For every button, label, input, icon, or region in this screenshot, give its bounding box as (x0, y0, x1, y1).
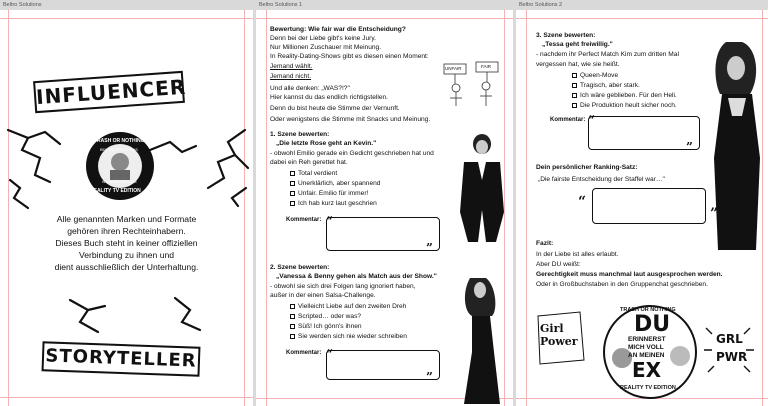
intro-line: Denn du bist heute die Stimme der Vernunft. (270, 105, 400, 112)
ranking-heading: Dein persönlicher Ranking-Satz: (536, 164, 638, 171)
open-quote-icon: “ (326, 214, 333, 228)
fazit-heading: Fazit: (536, 240, 554, 247)
du-badge-sub: MICH VOLL (628, 344, 664, 351)
du-badge-bottom: REALITY TV EDITION (620, 385, 676, 391)
checkbox[interactable] (290, 181, 295, 186)
guide-line (526, 10, 527, 406)
scene3-desc: - nachdem ihr Perfect Match Kim zum dritten Mal (536, 51, 679, 58)
scene1-quote: „Die letzte Rose geht an Kevin." (276, 140, 377, 147)
scene3-desc: vergessen hat, wie sie heißt. (536, 61, 620, 68)
close-quote-icon: ” (686, 140, 693, 154)
scene3-option[interactable]: Queen-Move (572, 72, 618, 81)
scene1-desc: dabei ein Reh gerettet hat. (270, 159, 348, 166)
open-quote-icon: “ (578, 194, 587, 210)
scene1-desc: - obwohl Emilio gerade ein Gedicht geschrieben hat und (270, 150, 434, 157)
man-in-suit-illustration (452, 132, 510, 244)
ranking-answer-box[interactable] (592, 188, 706, 224)
scene2-option[interactable]: Sie werden sich nie wieder schreiben (290, 333, 407, 342)
checkbox[interactable] (572, 93, 577, 98)
open-quote-icon: “ (326, 347, 333, 361)
fazit-bold-line: Gerechtigkeit muss manchmal laut ausgesprochen werden. (536, 271, 723, 278)
disclaimer-line: Alle genannten Marken und Formate (56, 214, 197, 224)
intro-heading: Bewertung: Wie fair war die Entscheidung? (270, 26, 406, 33)
scene2-heading: 2. Szene bewerten: (270, 264, 330, 271)
pwr-text: PWR (716, 350, 748, 364)
intro-line: Nur Millionen Zuschauer mit Meinung. (270, 44, 382, 51)
du-badge-top: TRASH OR NOTHING (620, 307, 676, 313)
du-badge-ex: EX (632, 358, 662, 382)
scene3-comment-box[interactable] (588, 113, 700, 150)
disclaimer-line: Dieses Buch steht in keiner offiziellen (55, 238, 198, 248)
du-badge-sub: AN MEINEN (628, 352, 665, 359)
scene2-desc: außer in der einen Salsa-Challenge. (270, 292, 376, 299)
sign-fair: FAIR (481, 64, 492, 69)
badge-url-text: WWW.BELTRO.COM (102, 180, 137, 184)
guide-line (256, 18, 513, 19)
scene2-comment-box[interactable] (326, 347, 440, 380)
checkbox[interactable] (572, 103, 577, 108)
checkbox[interactable] (290, 191, 295, 196)
intro-line: Oder wenigstens die Stimme mit Snacks und Meinung. (270, 116, 431, 123)
badge-bottom-text: REALITY TV EDITION (90, 188, 141, 194)
checkbox[interactable] (572, 83, 577, 88)
scene2-quote: „Vanessa & Benny gehen als Match aus der Show." (276, 273, 437, 280)
close-quote-icon: ” (426, 370, 433, 384)
intro-line: Jemand nicht. (270, 73, 312, 80)
disclaimer-line: dient ausschließlich der Unterhaltung. (54, 262, 199, 272)
cover-title-top: INFLUENCER (33, 71, 185, 113)
artboard-label-page2[interactable]: Beltro Solutions 2 (519, 2, 563, 8)
scene1-option[interactable]: Unerklärlich, aber spannend (290, 180, 380, 189)
scene3-option[interactable]: Tragisch, aber stark. (572, 82, 640, 91)
artboard-label-page1[interactable]: Beltro Solutions 1 (259, 2, 303, 8)
scene1-option[interactable]: Unfair. Emilio für immer! (290, 190, 368, 199)
scene1-option[interactable]: Total verdient (290, 170, 337, 179)
scene2-option[interactable]: Vielleicht Liebe auf den zweiten Dreh (290, 303, 406, 312)
ranking-quote: „Die fairste Entscheidung der Staffel war…" (538, 176, 665, 183)
scene3-option[interactable]: Ich wäre geblieben. Für den Heli. (572, 92, 677, 101)
artboard-label-cover[interactable]: Beltro Solutions (3, 2, 42, 8)
sign-unfair: UNFAIR (445, 66, 462, 71)
artboard-page2[interactable] (516, 10, 768, 406)
intro-line: Jemand wählt. (270, 63, 313, 70)
scene3-comment-label: Kommentar: (550, 117, 586, 123)
close-quote-icon: ” (426, 241, 433, 255)
cover-title-bottom: STORYTELLER (42, 341, 201, 376)
scene1-comment-label: Kommentar: (286, 217, 322, 223)
intro-line: Denn bei der Liebe gibt's keine Jury. (270, 35, 376, 42)
intro-line: Hier kannst du das endlich richtigstellen. (270, 94, 389, 101)
scene3-heading: 3. Szene bewerten: (536, 32, 596, 39)
scene1-comment-box[interactable] (326, 214, 440, 251)
scene2-comment-label: Kommentar: (286, 350, 322, 356)
fazit-line: In der Liebe ist alles erlaubt. (536, 251, 619, 258)
badge-top-text: TRASH OR NOTHING (94, 138, 145, 144)
checkbox[interactable] (290, 201, 295, 206)
checkbox[interactable] (290, 334, 295, 339)
fazit-line: Aber DU weißt: (536, 261, 581, 268)
close-quote-icon: ” (710, 206, 719, 222)
checkbox[interactable] (290, 324, 295, 329)
checkbox[interactable] (290, 314, 295, 319)
open-quote-icon: “ (588, 113, 595, 127)
grl-text: GRL (716, 332, 743, 346)
intro-line: Und alle denken: „WAS?!?" (270, 85, 350, 92)
artboard-page1[interactable] (256, 10, 513, 406)
artboard-cover[interactable] (0, 10, 253, 406)
scene3-quote: „Tessa geht freiwillig." (542, 41, 613, 48)
intro-line: In Reality-Dating-Shows gibt es diesen einen Moment: (270, 53, 429, 60)
scene2-option[interactable]: Scripted… oder was? (290, 313, 361, 322)
badge-mid-text: BELTRO SOLUTIONS (100, 148, 138, 152)
checkbox[interactable] (290, 304, 295, 309)
guide-line (516, 18, 768, 19)
disclaimer-line: Verbindung zu ihnen und (78, 250, 175, 260)
fazit-last-line: Oder in Großbuchstaben in den Gruppenchat geschrieben. (536, 281, 708, 288)
woman-in-dress-illustration (452, 272, 508, 406)
disclaimer-line: gehören ihren Rechteinhabern. (67, 226, 186, 236)
scene1-heading: 1. Szene bewerten: (270, 131, 330, 138)
girl-power-text: Girl Power (540, 322, 578, 348)
guide-line (266, 10, 267, 406)
scene2-option[interactable]: Süß! Ich gönn's ihnen (290, 323, 362, 332)
checkbox[interactable] (290, 171, 295, 176)
du-badge-big: DU (634, 312, 671, 337)
scene3-option[interactable]: Die Produktion heult sicher noch. (572, 102, 677, 111)
scene1-option[interactable]: Ich hab kurz laut geschrien (290, 200, 377, 209)
scene2-desc: - obwohl sie sich drei Folgen lang ignoriert haben, (270, 283, 416, 290)
du-badge-sub: ERINNERST (628, 336, 666, 343)
checkbox[interactable] (572, 73, 577, 78)
